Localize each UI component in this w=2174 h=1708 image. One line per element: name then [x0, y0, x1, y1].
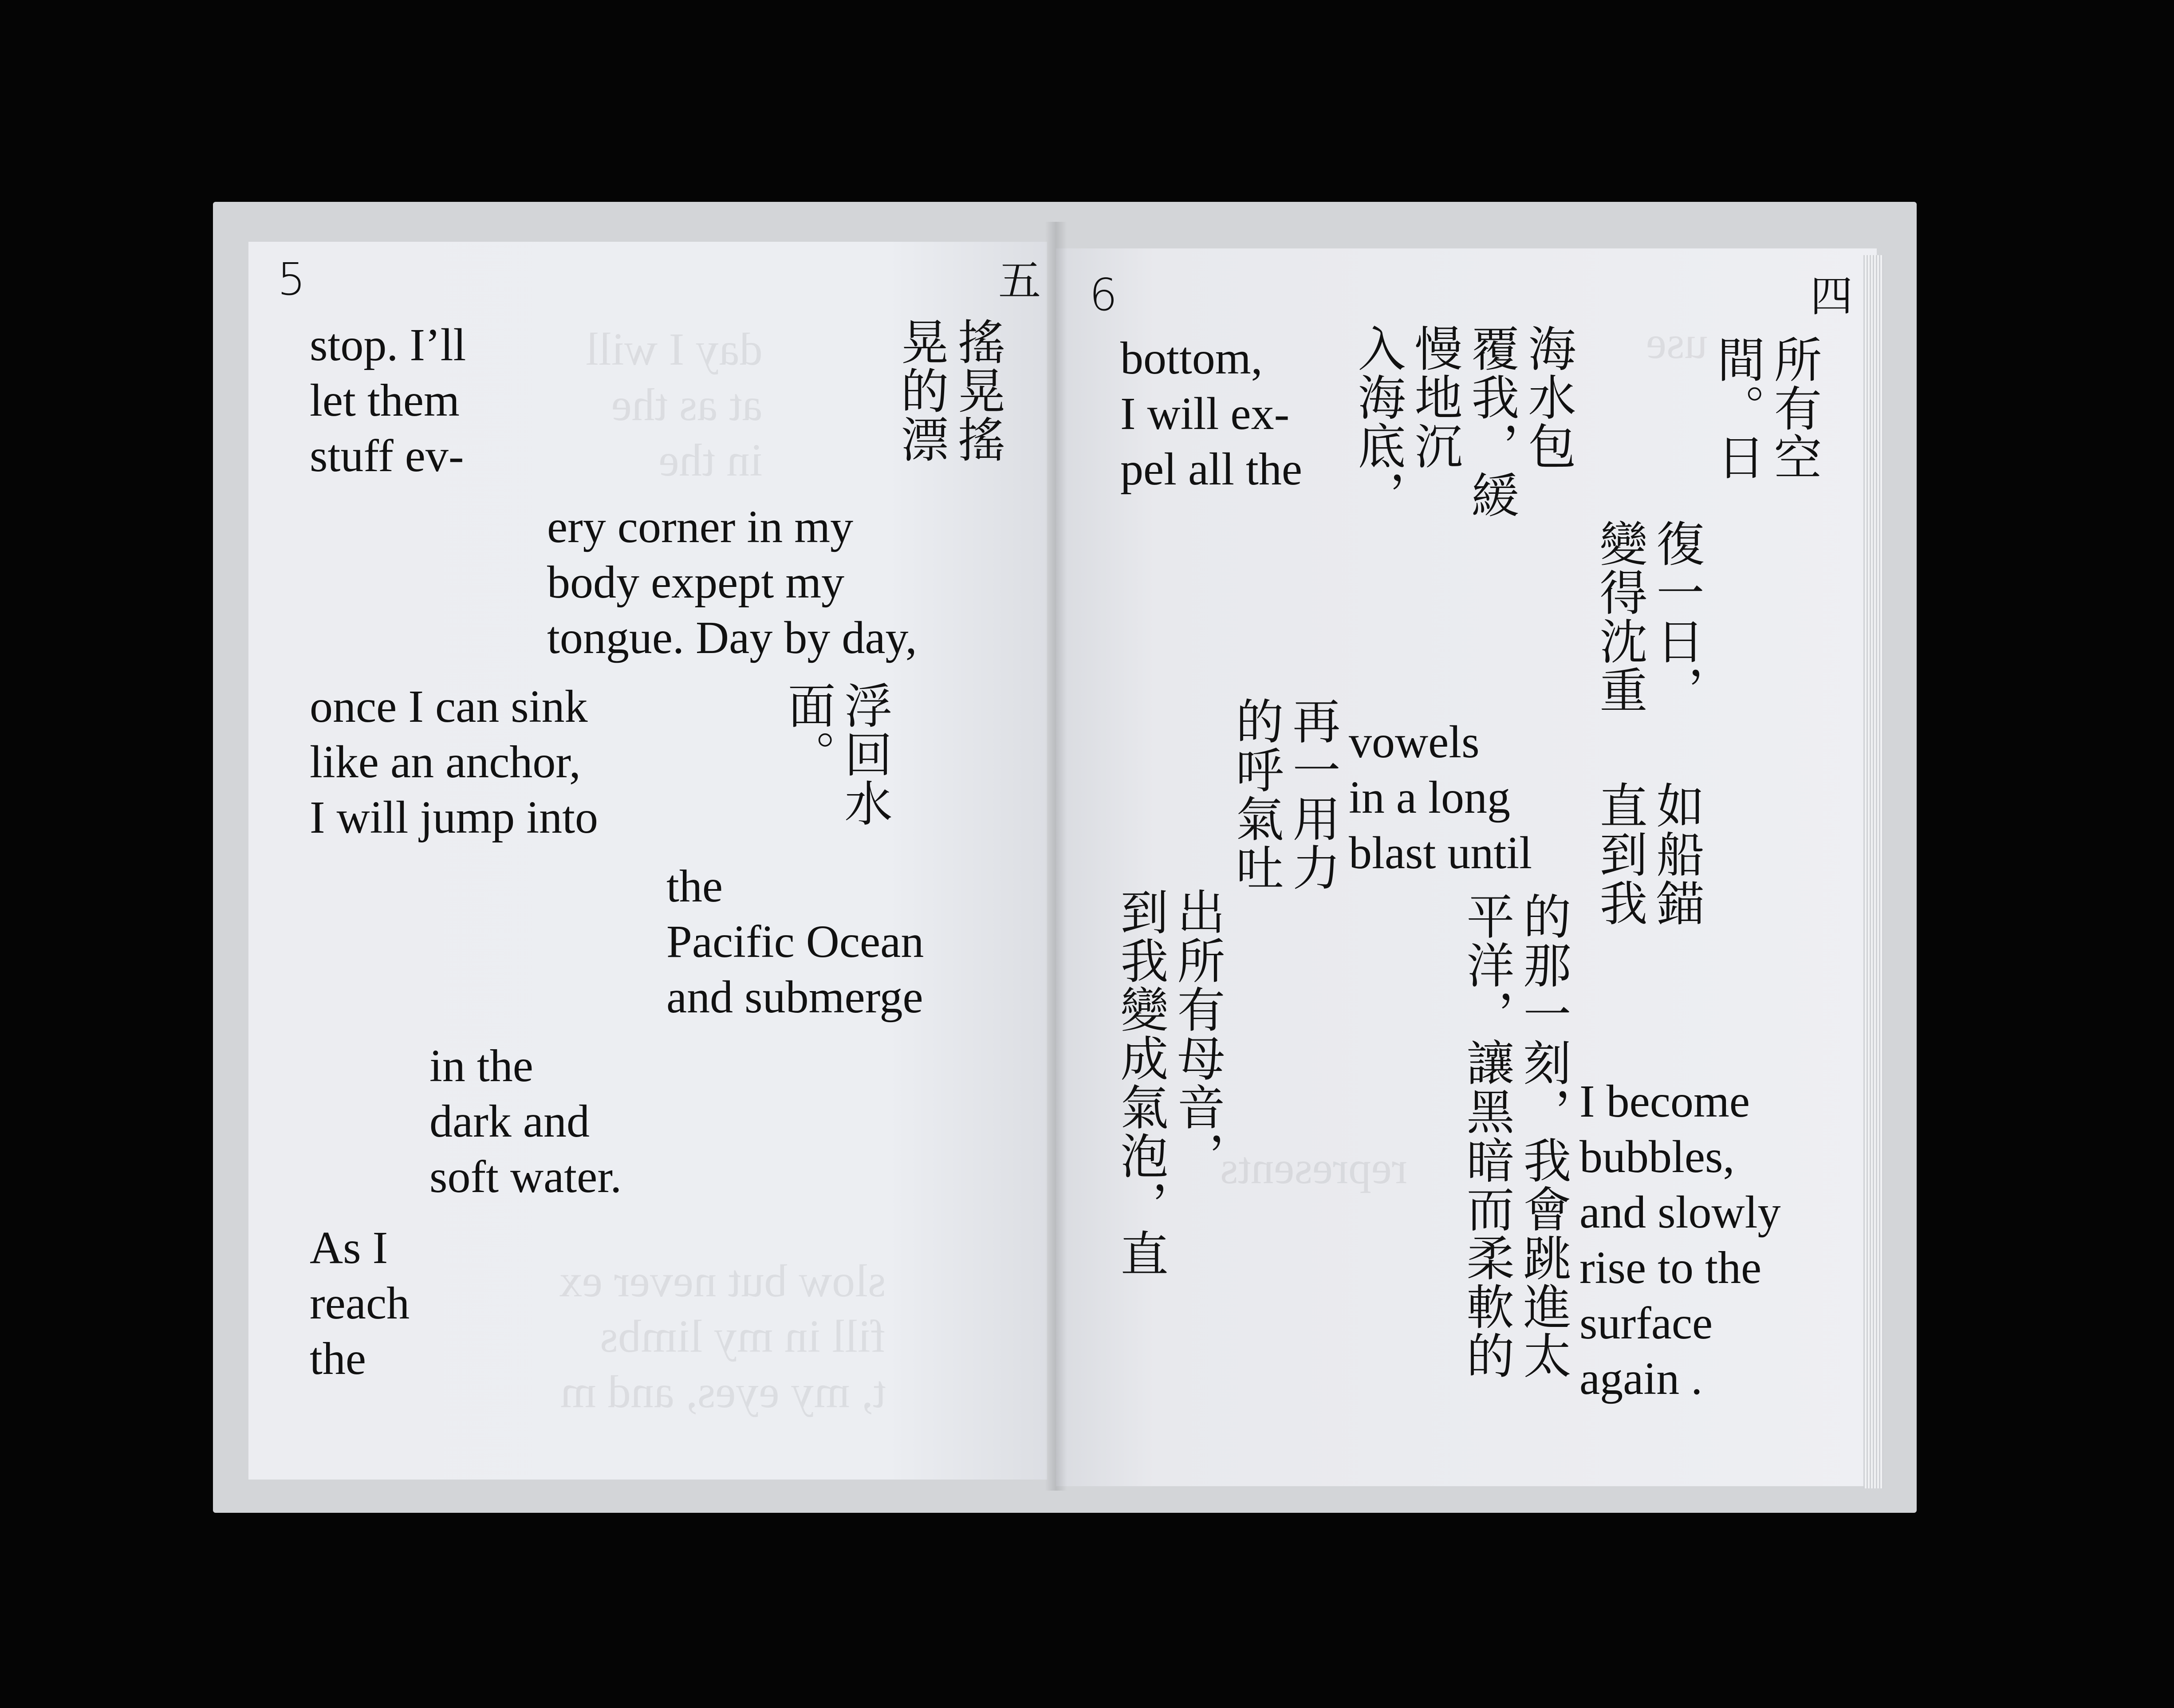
english-text-block: I become bubbles, and slowly rise to the surface again .	[1579, 1076, 1781, 1404]
english-text-block: As I reach the	[310, 1222, 410, 1384]
english-text-block: once I can sink like an anchor, I will jump into	[310, 681, 598, 843]
english-text-block: vowels in a long blast until	[1349, 716, 1532, 878]
chinese-text-block: 復一日， 變得沈重	[1591, 519, 1704, 714]
english-text-block: stop. I’ll let them stuff ev-	[310, 319, 466, 481]
english-text-block: ery corner in my body expept my tongue. Day by day,	[547, 501, 917, 663]
chinese-text-block: 所有空 間。日	[1709, 335, 1821, 481]
page-number-chinese: 五	[998, 256, 1041, 306]
bleed-through-text: day I will at as the in the	[586, 324, 763, 486]
chinese-text-block: 浮回水 面。	[780, 681, 892, 827]
english-text-block: in the dark and soft water.	[429, 1040, 622, 1202]
bleed-through-text: use	[1646, 317, 1708, 368]
english-text-block: bottom, I will ex- pel all the	[1120, 333, 1303, 495]
book-gutter	[1045, 222, 1067, 1491]
english-text-block: the Pacific Ocean and submerge	[666, 861, 924, 1023]
bleed-through-text: represents	[1220, 1142, 1407, 1193]
chinese-text-block: 出所有母音， 到我變成氣泡，直	[1112, 887, 1225, 1278]
chinese-text-block: 的那一刻，我會跳進太 平洋，讓黑暗而柔軟的	[1458, 892, 1571, 1380]
bleed-through-text: slow but never ex fill in my limbs t, my eyes, and m	[559, 1255, 886, 1417]
page-number: 5	[277, 253, 306, 305]
chinese-text-block: 再一用力 的呼氣吐	[1228, 697, 1340, 892]
chinese-text-block: 搖晃搖 晃的漂	[893, 317, 1005, 464]
chinese-text-block: 海水包 覆我，緩 慢地沉 入海底，	[1350, 324, 1575, 519]
page-number-chinese: 四	[1810, 272, 1853, 321]
page-number: 6	[1089, 269, 1118, 321]
page-stack-edges	[1863, 255, 1883, 1488]
right-page	[1056, 248, 1877, 1486]
left-page	[248, 242, 1047, 1480]
chinese-text-block: 如船錨 直到我	[1591, 781, 1704, 927]
